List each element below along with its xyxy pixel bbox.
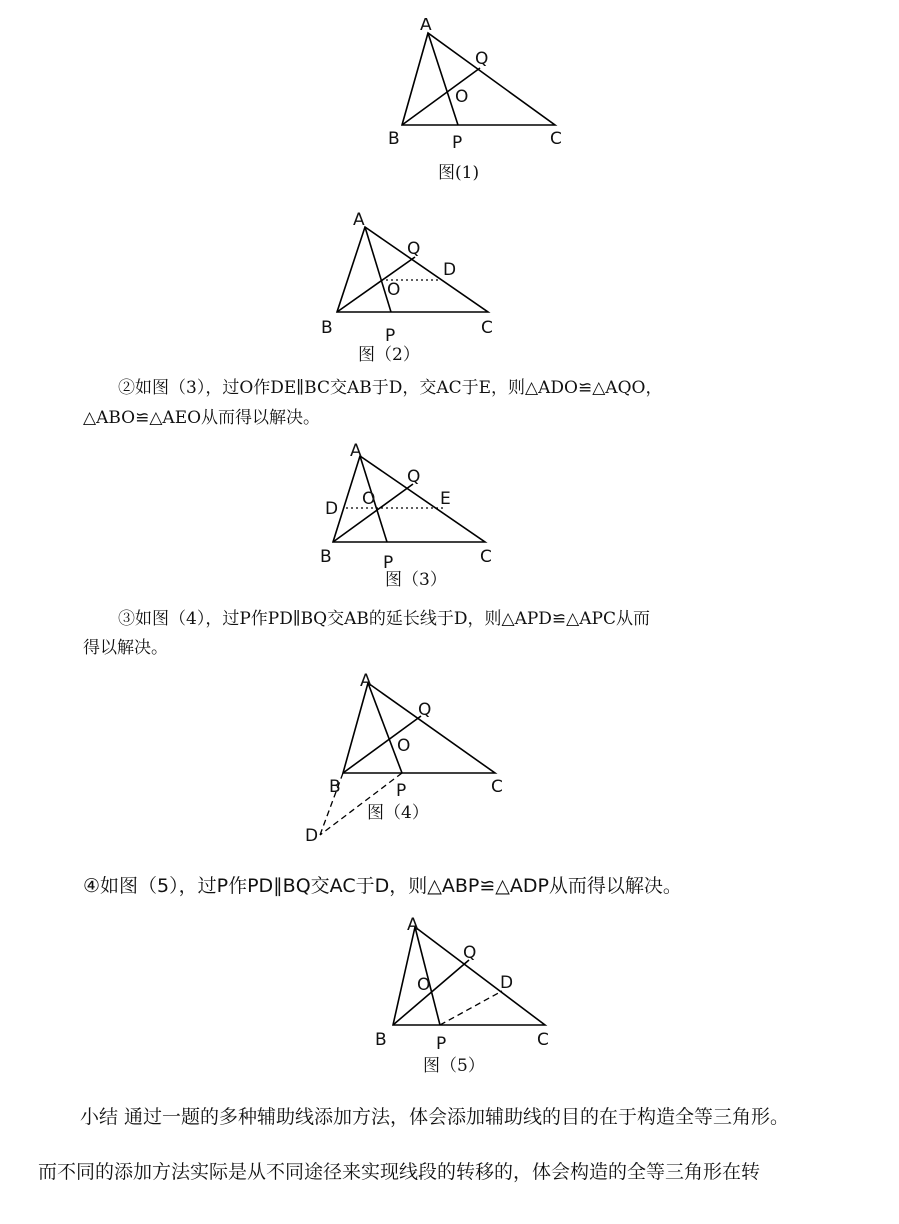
label-d: D <box>305 826 319 846</box>
method-3-line-1: ③如图（4），过P作PD∥BQ交AB的延长线于D，则△APD≌△APC从而 <box>118 609 650 629</box>
figure-5 <box>365 915 565 1075</box>
figure-caption: 图(1) <box>438 163 480 183</box>
label-b: B <box>388 129 400 149</box>
label-p: P <box>396 781 407 801</box>
label-d: D <box>500 973 514 993</box>
label-q: Q <box>407 239 421 259</box>
label-d: D <box>443 260 457 280</box>
label-a: A <box>407 915 419 935</box>
label-c: C <box>537 1030 549 1050</box>
label-q: Q <box>463 943 477 963</box>
figure-2 <box>315 205 515 365</box>
triangle-abc <box>343 683 495 773</box>
label-p: P <box>436 1034 447 1054</box>
method-2-line-1: ②如图（3），过O作DE∥BC交AB于D，交AC于E，则△ADO≌△AQO， <box>118 378 663 398</box>
label-o: O <box>417 975 431 995</box>
label-a: A <box>420 18 432 35</box>
label-p: P <box>385 326 396 346</box>
label-c: C <box>480 547 492 567</box>
figure-4 <box>295 668 525 848</box>
label-a: A <box>353 210 365 230</box>
figure-caption: 图（5） <box>423 1056 485 1075</box>
figure-1 <box>370 18 590 188</box>
label-o: O <box>397 736 411 756</box>
label-d: D <box>325 499 339 519</box>
label-q: Q <box>475 49 489 69</box>
label-o: O <box>455 87 469 107</box>
summary-line-1: 小结 通过一题的多种辅助线添加方法，体会添加辅助线的目的在于构造全等三角形。 <box>80 1106 790 1128</box>
label-c: C <box>491 777 503 797</box>
label-a: A <box>350 441 362 461</box>
figure-3 <box>315 438 515 593</box>
segment-pd <box>440 991 502 1025</box>
label-b: B <box>321 318 333 338</box>
label-q: Q <box>418 700 432 720</box>
label-p: P <box>383 553 394 573</box>
figure-caption: 图（3） <box>385 570 447 590</box>
label-c: C <box>550 129 562 149</box>
summary-line-2: 而不同的添加方法实际是从不同途径来实现线段的转移的，体会构造的全等三角形在转 <box>38 1161 761 1183</box>
figure-caption: 图（4） <box>367 803 429 823</box>
label-o: O <box>362 489 376 509</box>
figure-caption: 图（2） <box>358 345 420 365</box>
triangle-abc <box>402 33 555 125</box>
label-c: C <box>481 318 493 338</box>
label-b: B <box>375 1030 387 1050</box>
label-b: B <box>320 547 332 567</box>
segment-ap <box>368 683 402 773</box>
label-a: A <box>360 671 372 691</box>
label-e: E <box>440 489 451 509</box>
method-4-line: ④如图（5），过P作PD∥BQ交AC于D，则△ABP≌△ADP从而得以解决。 <box>83 875 682 897</box>
segment-ap <box>428 33 458 125</box>
label-q: Q <box>407 467 421 487</box>
label-p: P <box>452 133 463 153</box>
label-o: O <box>387 280 401 300</box>
triangle-abc <box>393 927 545 1025</box>
label-b: B <box>329 777 341 797</box>
method-2-line-2: △ABO≌△AEO从而得以解决。 <box>83 408 321 428</box>
method-3-line-2: 得以解决。 <box>83 638 168 658</box>
